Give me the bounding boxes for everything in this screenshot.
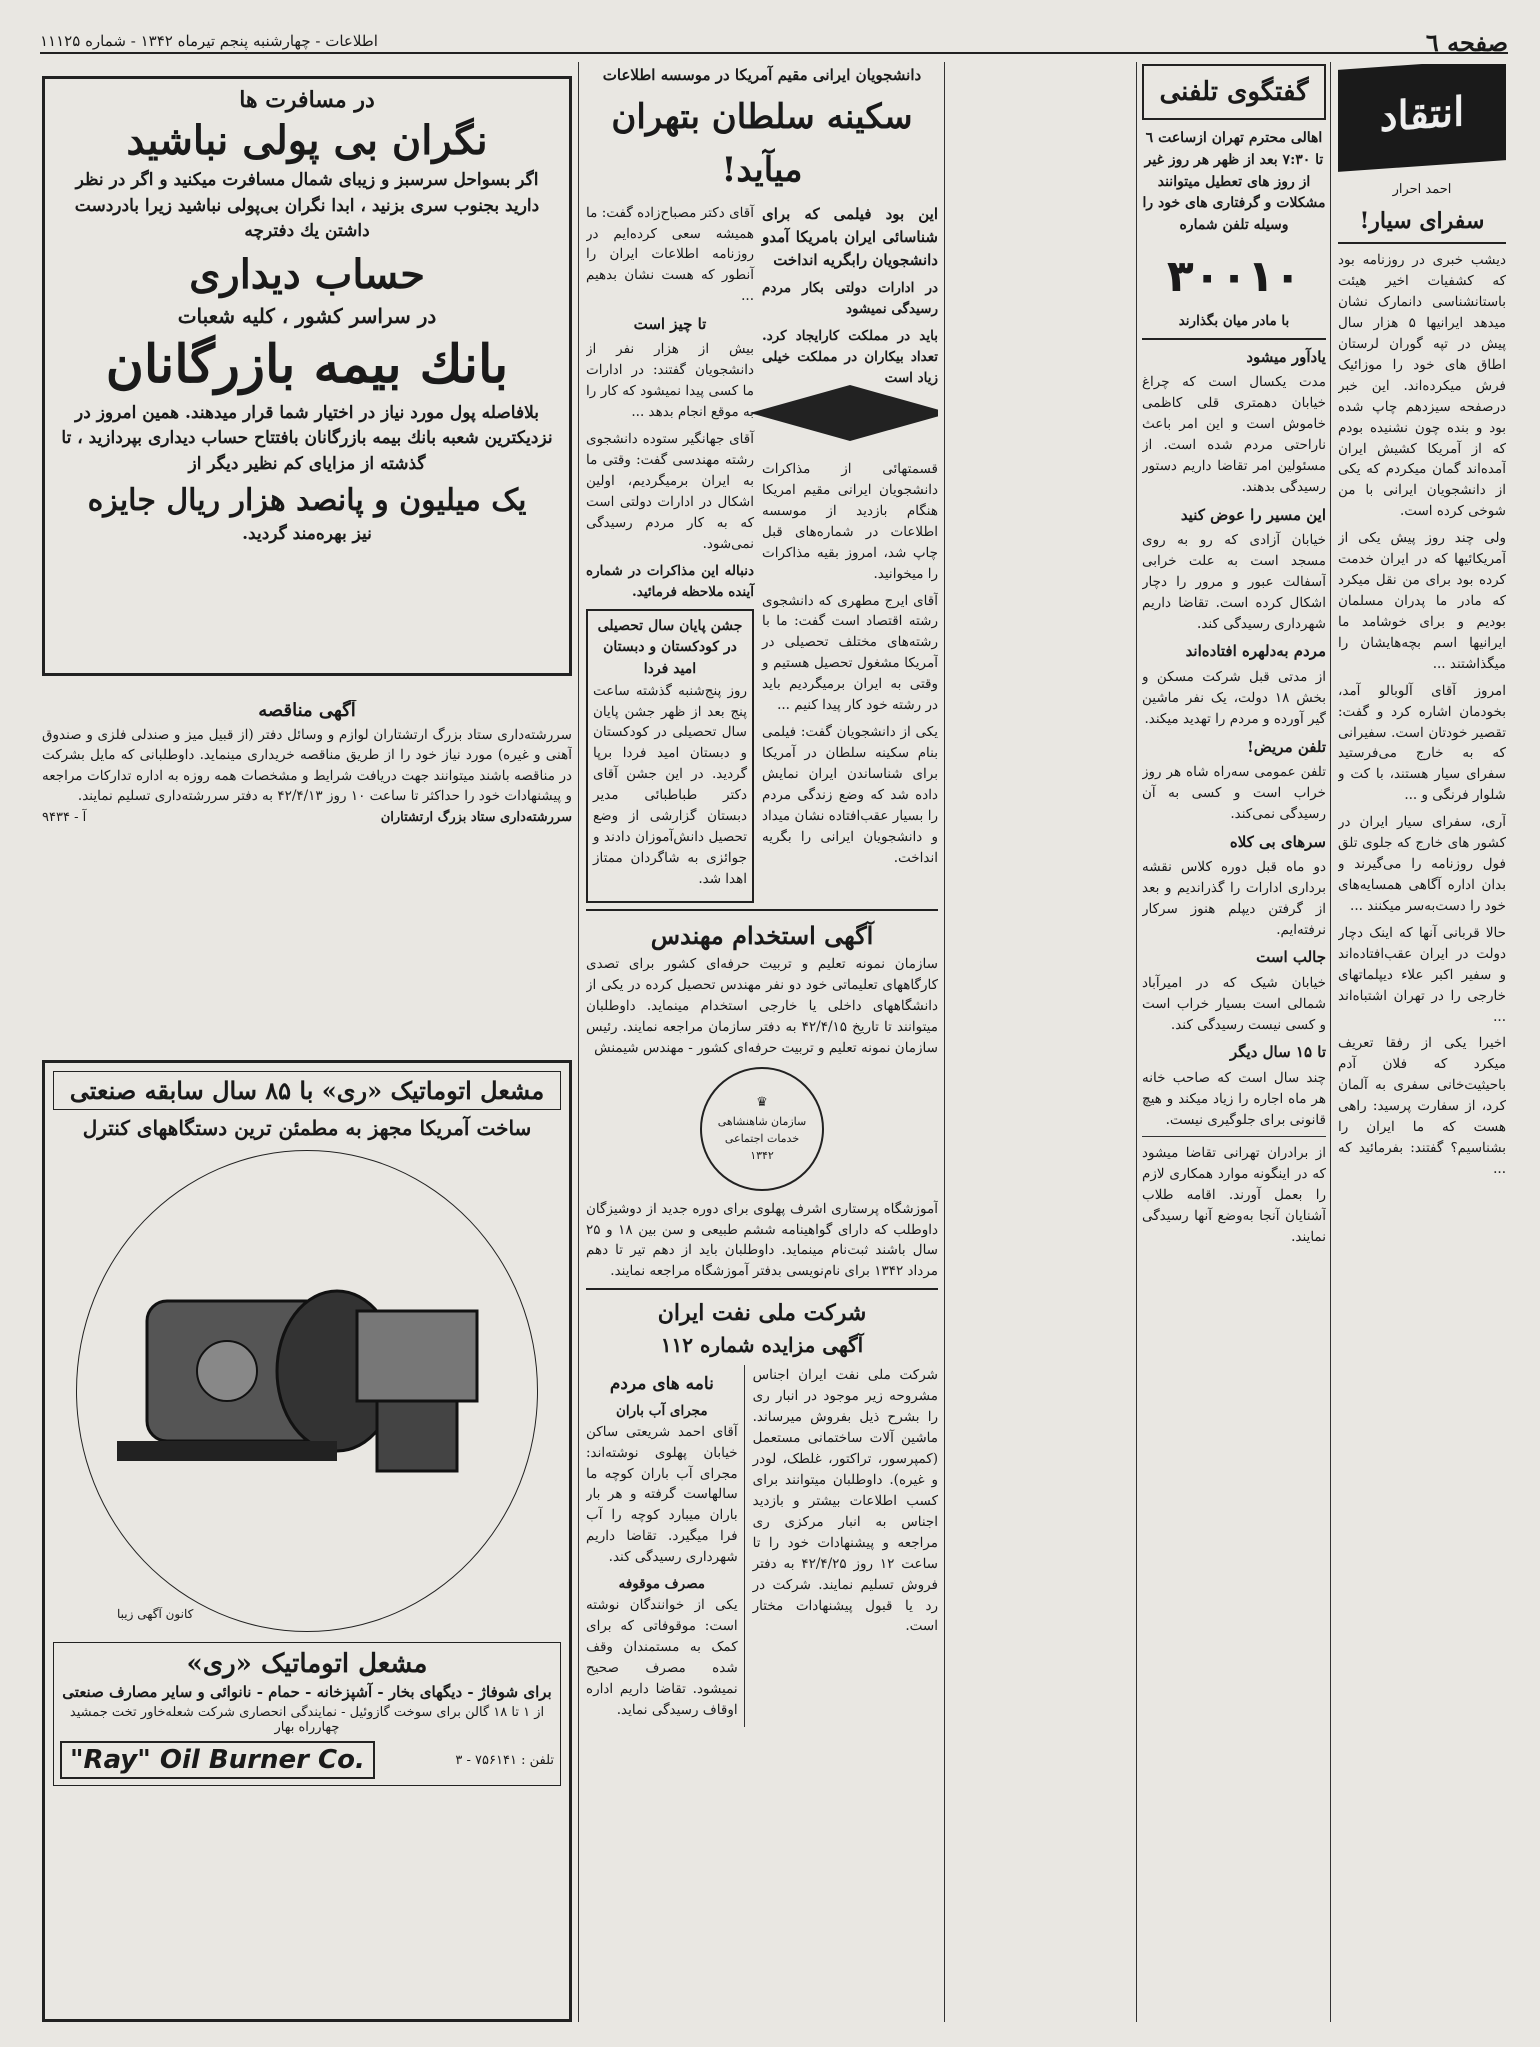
item-text: تلفن عمومی سه‌راه شاه هر روز خراب است و کسی به آن رسیدگی نمی‌کند. [1142,763,1326,822]
emblem-year: ۱۳۴۲ [750,1149,774,1163]
bank-ad-closing: نیز بهره‌مند گردید. [242,524,372,544]
phone-note: با مادر میان بگذارند [1178,312,1290,329]
bank-ad [42,76,572,676]
article-paragraph: آقای جهانگیر ستوده دانشجوی رشته مهندسی گفت: وقتی ما به ایران برمیگردیم، اولین اشکال در ادارات دولتی است که به کار مردم رسیدگی نمی‌شود. [586,431,754,552]
closing-text: از برادران تهرانی تقاضا میشود که در اینگونه موارد همکاری لازم را بعمل آورند. اقامه طلاب آشنایان آنجا به‌وضع آنها رسیدگی نمایند. [1142,1145,1326,1246]
oil-auction-body: شرکت ملی نفت ایران اجناس مشروحه زیر موجود در انبار ری را بشرح ذیل بفروش میرساند. ماشین آلات ساختمانی مستعمل (کمپرسور، تراکتور، غلطک، لودر و غیره). داوطلبان میتوانند برای کسب اطلاعات بیشتر و بازدید اجناس به انبار مرکزی ری مراجعه و پیشنهادات خود را تا ساعت ۱۲ روز ۴۲/۴/۲۵ به دفتر فروش تسلیم نمایند. شرکت در رد یا قبول پیشنهادات مختار است. [752,1367,938,1635]
ray-uses: برای شوفاژ - دیگهای بخار - آشپزخانه - حمام - نانوائی و سایر مصارف صنعتی [62,1683,552,1701]
engineer-ad-body: سازمان نمونه تعلیم و تربیت حرفه‌ای کشور برای تصدی کارگاههای تعلیماتی خود دو نفر مهندس تحصیل کرده در یکی از دانشگاههای داخلی یا خارجی استخدام مینماید. داوطلبان میتوانند تا تاریخ ۴۲/۴/۱۵ به دفتر سازمان مراجعه نمایند. رئیس سازمان نمونه تعلیم و تربیت حرفه‌ای کشور - مهندس شیمنش [586,956,938,1056]
column-phone-talk [1142,64,1326,2022]
item-title: مردم به‌دلهره افتاده‌اند [1185,642,1326,661]
mail-subtitle: مجرای آب باران [616,1402,708,1419]
article-lead: این بود فیلمی که برای شناسائی ایران بامریکا آمدو دانشجویان رابگریه انداخت [762,204,938,270]
emblem-text: سازمان شاهنشاهی خدمات اجتماعی [717,1115,807,1146]
article-paragraph: بیش از هزار نفر از دانشجویان گفتند: در ادارات ما کسی پیدا نمیشود که کار را به موقع انجام بدهد ... [586,341,754,421]
article-paragraph: حالا قربانی آنها که اینک دچار دولت در ایران عقب‌افتاده‌اند و سفیر اکبر علاء دیپلماتهای خارجی را در تهران اشتباه‌اند ... [1338,924,1506,1025]
diamond-ornament [750,413,938,441]
article-subhead: تا چیز است [633,315,707,334]
ray-headline: مشعل اتوماتیک «ری» با ۸۵ سال سابقه صنعتی [53,1071,561,1110]
mail-subtitle: مصرف موقوفه [618,1576,706,1593]
tender-title: آگهی مناقصه [258,700,356,721]
divider [1142,1136,1326,1137]
ray-capacity: از ۱ تا ۱۸ گالن برای سوخت گازوئیل - نمایندگی انحصاری شرکت شعله‌خاور تخت جمشید چهارراه بهار [69,1705,545,1735]
tender-code: آ - ۹۴۳۴ [42,810,87,825]
nursing-notice: آموزشگاه پرستاری اشرف پهلوی برای دوره جدید از دوشیزگان داوطلب که دارای گواهینامه ششم طبیعی و سن بین ۱۸ و ۲۵ سال باشند ثبت‌نام مینماید. داوطلبان باید از دهم تیر تا دهم مرداد ۱۳۴۲ برای نام‌نویسی بدفتر آموزشگاه مراجعه نمایند. [586,1200,938,1280]
emblem-crown-icon: ♛ [756,1094,768,1110]
column-criticism [1338,64,1506,2022]
page-number: صفحه ٦ [1425,28,1508,57]
masthead-enteghad: انتقاد [1338,64,1506,172]
item-title: یادآور میشود [1246,347,1326,366]
article-paragraph: اخیرا یکی از رفقا تعریف میکرد که فلان آدم باحیثیت‌خانی سفری به آلمان کرد، از سفارت پرسید: راهی هست که ما ایران را بشناسیم؟ گفتند: بفرمائید که ... [1338,1035,1506,1177]
bank-ad-headline: نگران بی پولی نباشید [126,117,488,164]
item-text: دو ماه قبل دوره کلاس نقشه برداری ادارات را گذراندیم و بعد از گرفتن دیپلم هنوز سرکار نرفته‌ایم. [1142,858,1326,938]
bank-ad-prize: یک میلیون و پانصد هزار ریال جایزه [87,483,527,518]
article-bullet: در ادارات دولتی بکار مردم رسیدگی نمیشود [762,280,938,318]
column-rule [578,62,579,2022]
item-title: جالب است [1256,948,1326,967]
column-rule [1330,62,1331,2022]
article-paragraph: آقای ایرج مطهری که دانشجوی رشته اقتصاد است گفت: ما با رشته‌های مختلف تحصیلی در آمریکا مشغول تحصیل هستیم و وقتی به ایران برمیگردیم باید در رشته خود کار پیدا کنیم ... [762,592,938,714]
oil-auction-title: آگهی مزایده شماره ۱۱۲ [660,1333,864,1358]
item-text: خیابان آزادی که رو به روی مسجد است به علت خرابی آسفالت عبور و مرور را دچار اشکال کرده است. تقاضا داریم شهرداری رسیدگی کند. [1142,531,1326,632]
article-paragraph: امروز آقای آلوبالو آمد، بخودمان اشاره کرد و گفت: تقصیر خودتان است. سفیرانی که به خارج می‌فرستید سفرای سیار هستند، با کت و شلوار فرنگی و ... [1338,682,1506,804]
article-paragraph: آقای دکتر مصباح‌زاده گفت: ما همیشه سعی کرده‌ایم در روزنامه اطلاعات ایران را آنطور که هست نشان بدهیم ... [586,204,754,305]
ray-brand: "Ray" Oil Burner Co. [60,1741,375,1779]
ray-burner-ad [42,1060,572,2022]
item-text: از مدتی قبل شرکت مسکن و بخش ۱۸ دولت، یک نفر ماشین گیر آورده و مردم را تهدید میکند. [1142,668,1326,727]
tender-signature: سررشته‌داری ستاد بزرگ ارتشتاران [380,810,572,825]
bank-ad-network: در سراسر کشور ، کلیه شعبات [177,303,437,328]
phone-number: ۳۰۰۱۰ [1166,250,1302,302]
article-continued: دنباله این مذاکرات در شماره آینده ملاحظه فرمائید. [586,562,754,600]
item-title: تلفن مریض! [1247,737,1326,756]
article-paragraph: قسمتهائی از مذاکرات دانشجویان ایرانی مقیم امریکا هنگام بازدید از موسسه اطلاعات در شماره‌های قبل چاپ شد، امروز بقیه مذاکرات را میخوانید. [762,460,938,582]
item-title: تا ۱۵ سال دیگر [1230,1043,1326,1062]
article-kicker: دانشجویان ایرانی مقیم آمریکا در موسسه اطلاعات [602,66,922,84]
article-bullet: باید در مملکت کارایجاد کرد. تعداد بیکاران در مملکت خیلی زیاد است [762,328,938,387]
bank-name: بانك بیمه بازرگانان [105,333,509,395]
page-header [40,28,1508,57]
item-text: خیابان شیک که در امیرآباد شمالی است بسیار خراب است و کسی نیست رسیدگی کند. [1142,974,1326,1033]
column-rule [1136,62,1137,2022]
item-text: چند سال است که صاحب خانه هر ماه اجاره را زیاد میکند و هیچ قانونی برای جلوگیری نیست. [1142,1069,1326,1128]
article-title: سفرای سیار! [1338,204,1506,244]
ray-subline: ساخت آمریکا مجهز به مطمئن ترین دستگاههای کنترل [82,1116,532,1140]
column-rule [944,62,945,2022]
celebration-title: جشن پایان سال تحصیلی در کودکستان و دبستان امید فردا [597,617,743,677]
ray-phone: تلفن : ۷۵۶۱۴۱ - ۳ [455,1752,554,1768]
celebration-box [586,609,754,903]
mail-section-title: نامه های مردم [609,1374,714,1395]
celebration-text: روز پنج‌شنبه گذشته ساعت پنج بعد از ظهر جشن پایان سال تحصیلی در کودکستان و دبستان امید فردا برپا گردید. در این جشن آقای دکتر طباطبائی مدیر دبستان گزارشی از وضع تحصیل دانش‌آموزان دادند و جوائزی به شاگردان ممتاز اهدا شد. [593,682,747,887]
section-title: گفتگوی تلفنی [1142,64,1326,120]
article-paragraph: دیشب خبری در روزنامه بود که کشفیات اخیر هیئت باستانشناسی دانمارک نشان میدهد ایرانیها ۵ هزار سال پیش در تپه گوران لرستان اطاق های خود را موزائیک فرش میکرده‌اند. این خبر درصفحه سیزدهم چاپ شده بود و بنده چون نشنیده بودم که از آمریکا کشیش ایران آمده‌اند گمان میکردم که یکی از دانشجویان ایرانی با من شوخی کرده است. [1338,252,1506,520]
bank-ad-product: حساب دیداری [189,250,425,298]
ad-agency-credit: کانون آگهی زیبا [117,1607,194,1621]
mail-body: یکی از خوانندگان نوشته است: موقوفاتی که برای کمک به مستمندان وقف شده مصرف صحیح نمیشود. تقاضا داریم اداره اوقاف رسیدگی نماید. [586,1597,738,1718]
article-paragraph: ولی چند روز پیش یکی از آمریکائیها که در ایران خدمت کرده بود برای من نقل میکرد که مادر ما پدران مسلمان بودیم و برای خوشامد ما ایرانیها اسم بچه‌هایشان را میگذاشتند ... [1338,530,1506,672]
author-name: احمد احرار [1392,182,1452,197]
bank-ad-text: اگر بسواحل سرسبز و زیبای شمال مسافرت میکنید و اگر در نظر دارید بجنوب سری بزنید ، ابدا نگران بی‌پولی نباشید زیرا بادردست داشتن یك دفترچه [74,170,540,241]
dateline: اطلاعات - چهارشنبه پنجم تیرماه ۱۳۴۲ - شماره ۱۱۱۲۵ [40,32,378,50]
emblem-seal [700,1067,824,1191]
article-paragraph: آری، سفرای سیار ایران در کشور های خارج که جلوی تلق فول روزنامه را می‌گیرند و بدان اداره آگاهی همسایه‌های خود را دست‌به‌سر میکنند ... [1338,814,1506,914]
item-title: این مسیر را عوض کنید [1180,505,1326,524]
item-text: مدت یکسال است که چراغ خیابان دهمتری قلی کاظمی خاموش است و این امر باعث ناراحتی مردم شده است. از مسئولین امر تقاضا داریم دستور رسیدگی بدهند. [1142,374,1326,495]
bank-ad-offer: بلافاصله پول مورد نیاز در اختیار شما قرار میدهند. همین امروز در نزدیکترین شعبه بانك بیمه بازرگانان بافتتاح حساب دیداری بپردازید ، تا گذشته از مزایای کم نظیر دیگر از [61,402,553,474]
tender-ad [42,700,572,1000]
column-students [586,64,938,2022]
burner-illustration [76,1150,538,1632]
phone-notice: اهالی محترم تهران ازساعت ٦ تا ۷:۳۰ بعد از ظهر هر روز غیر از روز های تعطیل میتوانند مشکلات و گرفتاری های خود را وسیله تلفن شماره [1142,130,1326,234]
divider [1142,338,1326,340]
oil-burner-icon [77,1151,537,1631]
divider [586,1288,938,1290]
article-paragraph: یکی از دانشجویان گفت: فیلمی بنام سکینه سلطان در آمریکا برای شناساندن ایران نمایش داده شد که وضع زندگی مردم را بسیار عقب‌افتاده نشان میداد و دانشجویان ایرانی را بگریه انداخت. [762,724,938,866]
item-title: سرهای بی کلاه [1229,832,1326,851]
mail-body: آقای احمد شریعتی ساکن خیابان پهلوی نوشته‌اند: مجرای آب باران کوچه ما سالهاست گرفته و هر بار باران میبارد کوچه را آب فرا میگیرد. تقاضا داریم شهرداری رسیدگی کند. [586,1423,738,1566]
bank-ad-top: در مسافرت ها [239,87,375,113]
oil-company-title: شرکت ملی نفت ایران [657,1300,867,1327]
ray-bottom-box [53,1642,561,1786]
engineer-ad-title: آگهی استخدام مهندس [650,920,874,950]
ray-product: مشعل اتوماتیک «ری» [186,1649,428,1679]
divider [586,909,938,911]
tender-body: سررشته‌داری ستاد بزرگ ارتشتاران لوازم و وسائل دفتر (از قبیل میز و صندلی فلزی و صندوق آهنی و غیره) مورد نیاز خود را از طریق مناقصه خریداری مینماید. داوطلبانی که مایل بشرکت در مناقصه باشند میتوانند جهت دریافت شرایط و مشخصات همه روزه به اداره تدارکات مراجعه و پیشنهادات خود را حداکثر تا ساعت ۱۰ روز ۴۲/۴/۱۳ به دفتر سررشته‌داری تسلیم نمایند. [42,727,572,804]
article-headline: سکینه سلطان بتهران میآید! [611,97,913,190]
